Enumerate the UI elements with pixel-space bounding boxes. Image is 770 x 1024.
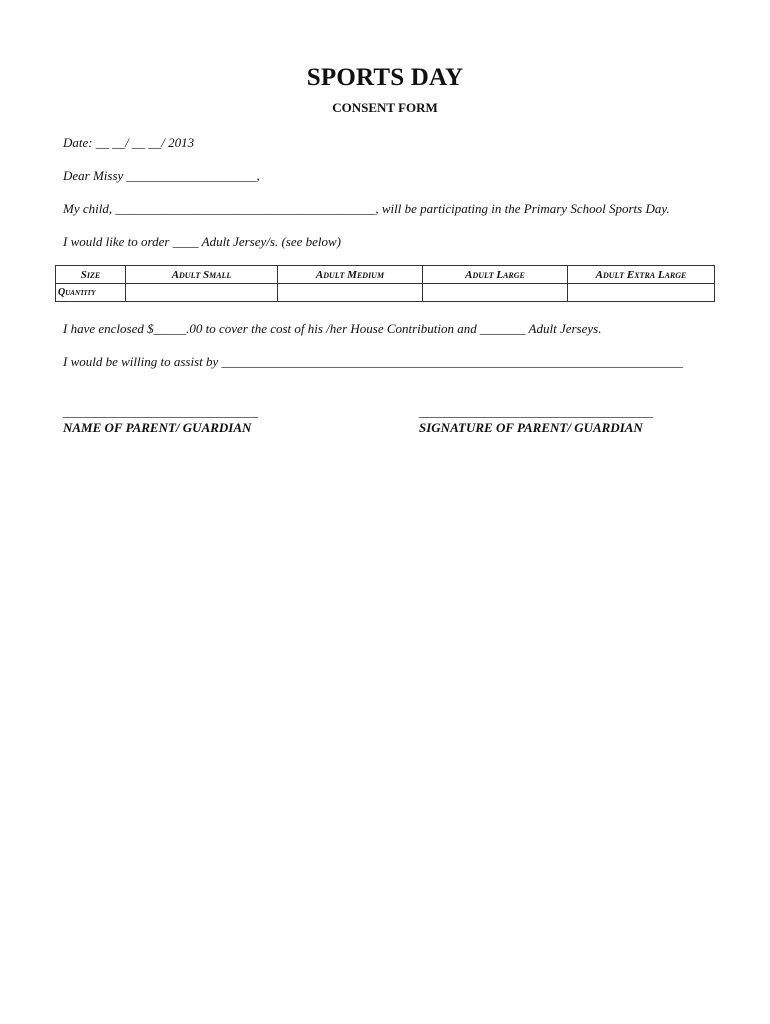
parent-name-line[interactable]: ______________________________: [63, 404, 258, 419]
salutation-line: Dear Missy ____________________,: [63, 168, 260, 183]
size-adult-medium-cell: Adult Medium: [278, 266, 423, 284]
enclosed-line: I have enclosed $_____.00 to cover the cost of his /her House Contribution and _______ Adult Jerseys.: [63, 321, 602, 336]
quantity-label-cell: Quantity: [56, 284, 126, 302]
size-label-cell: Size: [56, 266, 126, 284]
form-subtitle: CONSENT FORM: [332, 100, 438, 115]
quantity-row: [56, 284, 715, 302]
quantity-adult-large-field[interactable]: [423, 284, 568, 302]
size-adult-extra-large-cell: Adult Extra Large: [568, 266, 715, 284]
size-adult-large-cell: Adult Large: [423, 266, 568, 284]
form-title: SPORTS DAY: [306, 64, 464, 91]
quantity-adult-medium-field[interactable]: [278, 284, 423, 302]
parent-name-label: NAME OF PARENT/ GUARDIAN: [63, 420, 252, 435]
assist-line: I would be willing to assist by _______________________________________________________________________: [63, 354, 684, 369]
jersey-size-table: [55, 265, 715, 302]
parent-signature-label: SIGNATURE OF PARENT/ GUARDIAN: [419, 420, 643, 435]
size-header-row: [56, 266, 715, 284]
order-line: I would like to order ____ Adult Jersey/s. (see below): [63, 234, 342, 249]
quantity-adult-small-field[interactable]: [126, 284, 278, 302]
child-line: My child, ________________________________________, will be participating in the Primary School Sports Day.: [63, 201, 670, 216]
parent-signature-line[interactable]: ____________________________________: [419, 404, 653, 419]
date-line: Date: __ __/ __ __/ 2013: [63, 135, 195, 150]
size-adult-small-cell: Adult Small: [126, 266, 278, 284]
quantity-adult-extra-large-field[interactable]: [568, 284, 715, 302]
